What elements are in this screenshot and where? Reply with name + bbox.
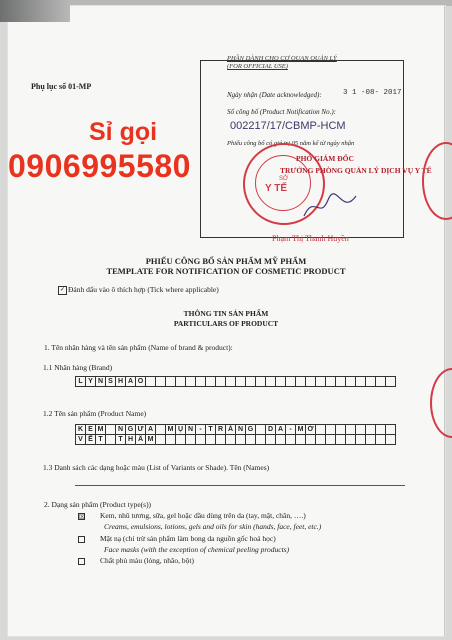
- grid-cell: [326, 377, 336, 387]
- grid-cell: K: [76, 425, 86, 435]
- section-title-vi: THÔNG TIN SẢN PHẨM: [183, 309, 269, 318]
- item-1-label: 1. Tên nhãn hàng và tên sản phẩm (Name of brand & product):: [44, 343, 233, 352]
- grid-cell: [176, 377, 186, 387]
- grid-cell: [336, 425, 346, 435]
- item-2-label: 2. Dạng sản phẩm (Product type(s)): [44, 500, 152, 509]
- grid-cell: [186, 377, 196, 387]
- grid-cell: [266, 377, 276, 387]
- tick-instruction: Đánh dấu vào ô thích hợp (Tick where applicable): [68, 285, 219, 294]
- grid-cell: [276, 377, 286, 387]
- product-type-en: Creams, emulsions, lotions, gels and oils for skin (hands, face, feet, etc.): [104, 522, 322, 531]
- grid-cell: A: [126, 377, 136, 387]
- product-type-vi: Mặt nạ (chỉ trừ sản phẩm làm bong da nguồn gốc hoá học): [100, 534, 276, 543]
- grid-cell: T: [206, 425, 216, 435]
- grid-cell: [146, 377, 156, 387]
- grid-cell: [356, 425, 366, 435]
- grid-cell: [206, 435, 216, 445]
- grid-cell: [376, 435, 386, 445]
- grid-cell: [236, 377, 246, 387]
- seal-label-top: SỞ: [279, 176, 289, 182]
- official-use-heading-en: (FOR OFFICIAL USE): [227, 63, 288, 70]
- grid-cell: M: [296, 425, 306, 435]
- grid-cell: Y: [86, 377, 96, 387]
- grid-cell: [366, 425, 376, 435]
- grid-cell: -: [196, 425, 206, 435]
- grid-cell: [216, 377, 226, 387]
- grid-cell: [216, 435, 226, 445]
- grid-cell: M: [166, 425, 176, 435]
- grid-cell: [306, 435, 316, 445]
- appendix-label: Phụ lục số 01-MP: [31, 82, 92, 91]
- grid-cell: [326, 425, 336, 435]
- grid-cell: [346, 425, 356, 435]
- grid-cell: Ờ: [306, 425, 316, 435]
- grid-cell: T: [96, 435, 106, 445]
- grid-cell: [306, 377, 316, 387]
- grid-cell: [206, 377, 216, 387]
- grid-cell: [316, 435, 326, 445]
- grid-cell: G: [246, 425, 256, 435]
- product-type-checkbox[interactable]: [78, 558, 85, 565]
- grid-cell: [226, 377, 236, 387]
- official-use-heading: PHẦN DÀNH CHO CƠ QUAN QUẢN LÝ: [227, 55, 337, 62]
- grid-cell: [316, 425, 326, 435]
- grid-cell: [286, 377, 296, 387]
- grid-cell: D: [266, 425, 276, 435]
- grid-cell: [266, 435, 276, 445]
- grid-cell: A: [276, 425, 286, 435]
- grid-cell: [376, 425, 386, 435]
- grid-cell: [346, 377, 356, 387]
- grid-cell: R: [216, 425, 226, 435]
- grid-cell: [156, 435, 166, 445]
- grid-cell: [296, 435, 306, 445]
- grid-cell: [246, 435, 256, 445]
- notification-number-value: 002217/17/CBMP-HCM: [230, 120, 346, 132]
- item-1-3-label: 1.3 Danh sách các dạng hoặc màu (List of Variants or Shade). Tên (Names): [43, 463, 270, 472]
- grid-cell: [256, 425, 266, 435]
- grid-cell: T: [116, 435, 126, 445]
- signer-title-line1: PHÓ GIÁM ĐỐC: [296, 154, 354, 163]
- product-type-vi: Chất phủ màu (lỏng, nhão, bột): [100, 556, 194, 565]
- item-1-2-label: 1.2 Tên sản phẩm (Product Name): [43, 409, 147, 418]
- grid-cell: [226, 435, 236, 445]
- signature-scribble: [300, 186, 360, 226]
- grid-cell: N: [116, 425, 126, 435]
- grid-cell: N: [236, 425, 246, 435]
- grid-cell: [356, 435, 366, 445]
- grid-cell: [246, 377, 256, 387]
- grid-cell: [386, 435, 396, 445]
- grid-cell: V: [76, 435, 86, 445]
- grid-cell: M: [96, 425, 106, 435]
- phone-number: 0906995580: [8, 148, 191, 184]
- date-acknowledged-label: Ngày nhận (Date acknowledged):: [227, 91, 322, 99]
- brand-character-grid: [75, 376, 396, 387]
- grid-cell: [386, 377, 396, 387]
- grid-cell: [336, 435, 346, 445]
- grid-cell: Ế: [86, 435, 96, 445]
- grid-cell: H: [116, 377, 126, 387]
- grid-cell: [356, 377, 366, 387]
- grid-cell: Ụ: [176, 425, 186, 435]
- grid-cell: [196, 377, 206, 387]
- grid-cell: [156, 377, 166, 387]
- grid-cell: A: [146, 425, 156, 435]
- grid-cell: [316, 377, 326, 387]
- notification-number-label: Số công bố (Product Notification No.):: [227, 108, 337, 116]
- grid-cell: [156, 425, 166, 435]
- signer-title-line2: TRƯỞNG PHÒNG QUẢN LÝ DỊCH VỤ Y TẾ: [280, 166, 432, 175]
- seal-label: Y TẾ: [265, 183, 288, 194]
- variants-underline: [75, 485, 405, 486]
- grid-cell: [296, 377, 306, 387]
- grid-cell: [256, 435, 266, 445]
- grid-cell: [336, 377, 346, 387]
- form-title-vi: PHIẾU CÔNG BỐ SẢN PHẨM MỸ PHẨM: [145, 256, 307, 266]
- grid-cell: E: [86, 425, 96, 435]
- form-title-en: TEMPLATE FOR NOTIFICATION OF COSMETIC PRODUCT: [106, 266, 346, 276]
- grid-cell: [176, 435, 186, 445]
- grid-cell: [376, 377, 386, 387]
- grid-cell: [366, 435, 376, 445]
- grid-cell: [106, 435, 116, 445]
- grid-cell: Â: [136, 435, 146, 445]
- grid-cell: G: [126, 425, 136, 435]
- photo-background-corner: [0, 0, 70, 22]
- grid-cell: L: [76, 377, 86, 387]
- grid-cell: [276, 435, 286, 445]
- grid-cell: [166, 377, 176, 387]
- product-type-vi: Kem, nhũ tương, sữa, gel hoặc dầu dùng trên da (tay, mặt, chân, ….): [100, 511, 306, 520]
- item-1-1-label: 1.1 Nhãn hàng (Brand): [43, 363, 113, 372]
- product-name-character-grid: [75, 424, 396, 445]
- validity-note: Phiếu công bố có giá trị 05 năm kể từ ngày nhận: [227, 140, 355, 147]
- grid-cell: N: [96, 377, 106, 387]
- grid-cell: M: [146, 435, 156, 445]
- grid-cell: N: [186, 425, 196, 435]
- grid-cell: [106, 425, 116, 435]
- wholesale-call-label: Sỉ gọi: [89, 118, 158, 146]
- grid-cell: [326, 435, 336, 445]
- signer-name: Phạm Thị Thanh Huyền: [272, 234, 349, 243]
- grid-cell: S: [106, 377, 116, 387]
- product-type-checkbox[interactable]: ☒: [79, 513, 86, 521]
- section-title-en: PARTICULARS OF PRODUCT: [173, 319, 279, 328]
- grid-cell: [286, 435, 296, 445]
- grid-cell: [236, 435, 246, 445]
- grid-cell: [166, 435, 176, 445]
- grid-cell: [366, 377, 376, 387]
- grid-cell: -: [286, 425, 296, 435]
- grid-cell: H: [126, 435, 136, 445]
- grid-cell: [386, 425, 396, 435]
- tick-checkbox-icon: ✓: [59, 287, 66, 293]
- product-type-en: Face masks (with the exception of chemical peeling products): [104, 545, 290, 554]
- grid-cell: Ắ: [226, 425, 236, 435]
- grid-cell: [196, 435, 206, 445]
- date-acknowledged-value: 3 1 -08- 2017: [343, 89, 402, 97]
- grid-cell: [186, 435, 196, 445]
- grid-cell: [346, 435, 356, 445]
- grid-cell: O: [136, 377, 146, 387]
- grid-cell: [256, 377, 266, 387]
- grid-cell: Ừ: [136, 425, 146, 435]
- product-type-checkbox[interactable]: [78, 536, 85, 543]
